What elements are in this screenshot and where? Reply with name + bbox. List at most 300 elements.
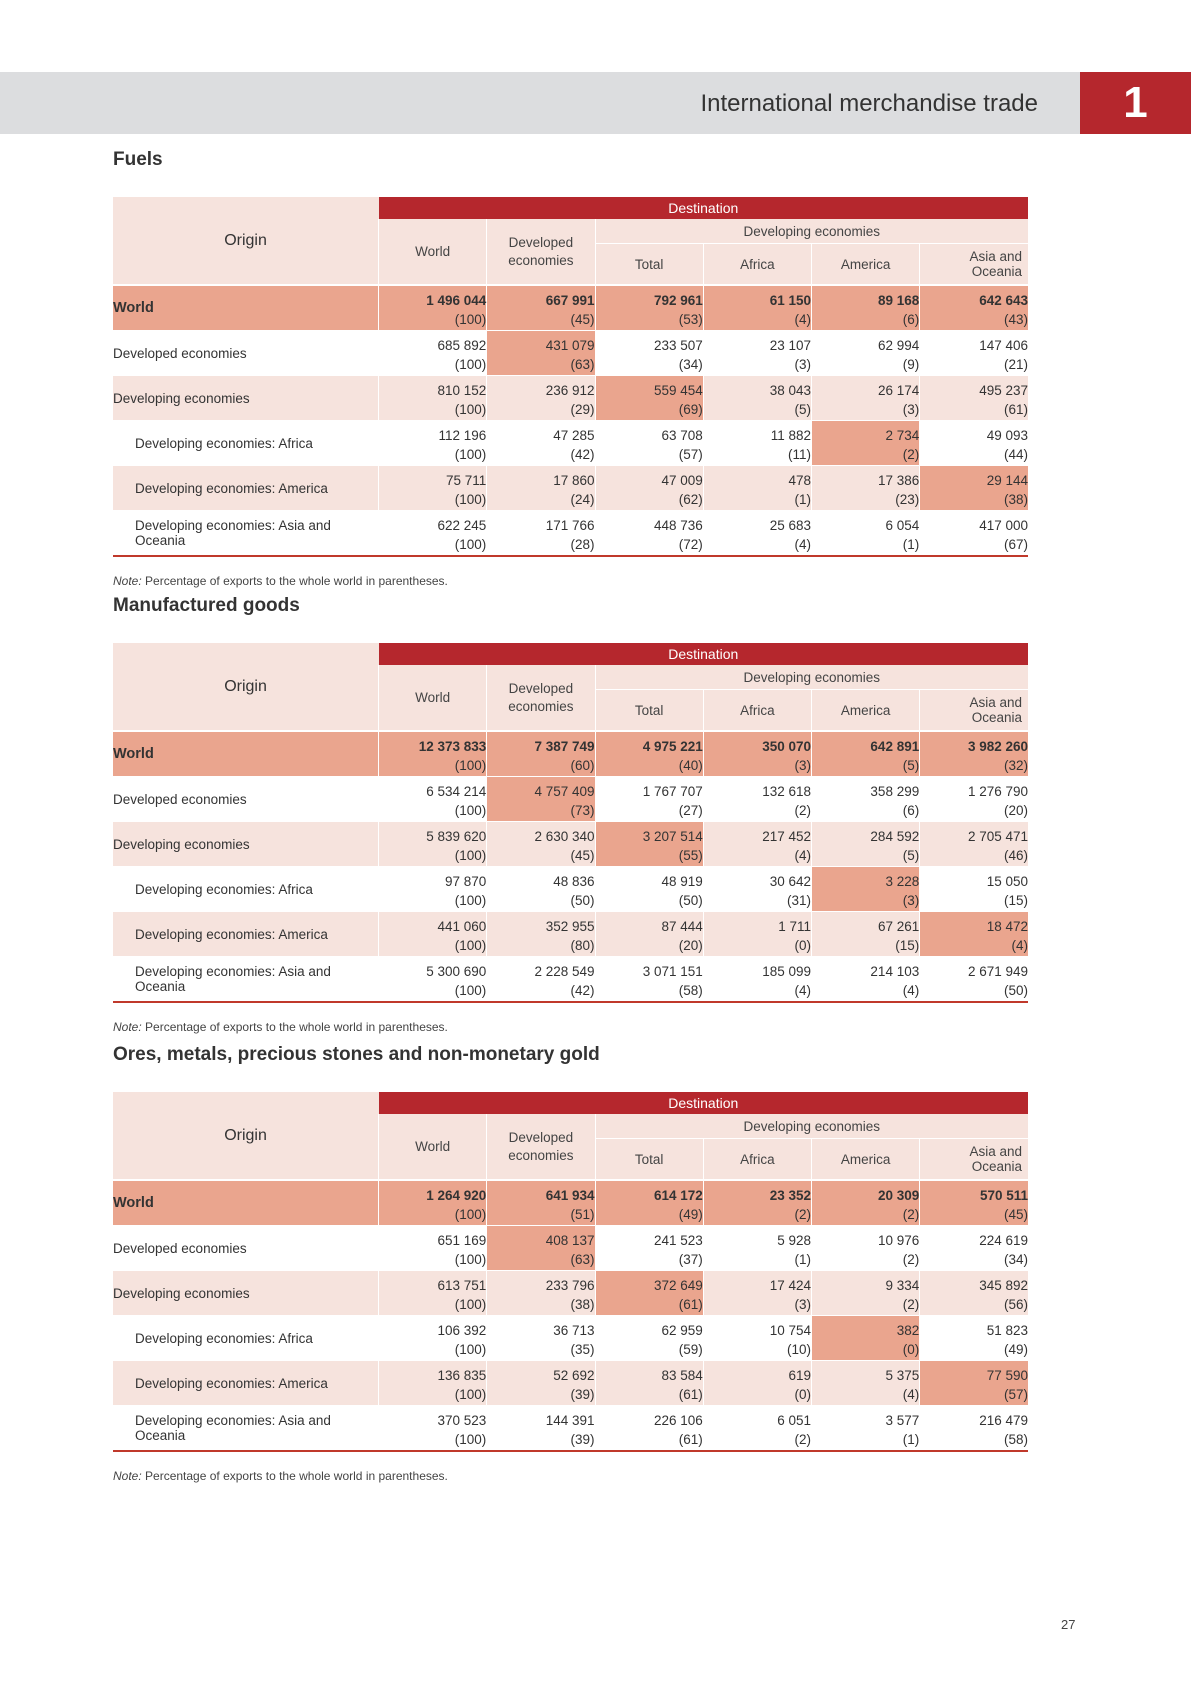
value-cell: 9 334 xyxy=(812,1271,920,1294)
percent-cell: (2) xyxy=(703,1203,811,1226)
percent-cell: (100) xyxy=(379,1248,487,1271)
value-cell: 77 590 xyxy=(920,1361,1028,1384)
percent-cell: (5) xyxy=(812,844,920,867)
value-cell: 651 169 xyxy=(379,1226,487,1249)
value-cell: 10 754 xyxy=(703,1316,811,1339)
table-row-developing-america xyxy=(113,912,1028,935)
value-cell: 62 959 xyxy=(595,1316,703,1339)
percent-cell: (50) xyxy=(487,889,595,912)
origin-header: Origin xyxy=(113,1092,379,1180)
col-header-asia-oceania: Asia and Oceania xyxy=(920,690,1028,732)
value-cell: 642 891 xyxy=(812,731,920,754)
percent-cell: (46) xyxy=(920,844,1028,867)
destination-header: Destination xyxy=(379,197,1028,219)
percent-cell: (28) xyxy=(487,533,595,556)
percent-cell: (1) xyxy=(812,1428,920,1451)
col-header-developed-line1: Developed xyxy=(508,1129,574,1145)
col-header-developing-group: Developing economies xyxy=(595,665,1028,690)
value-cell: 51 823 xyxy=(920,1316,1028,1339)
section-title: Ores, metals, precious stones and non-monetary gold xyxy=(113,1044,600,1065)
value-cell: 89 168 xyxy=(812,285,920,308)
trade-matrix-table xyxy=(113,1092,1028,1452)
percent-cell: (51) xyxy=(487,1203,595,1226)
percent-cell: (20) xyxy=(920,799,1028,822)
percent-cell: (29) xyxy=(487,398,595,421)
value-cell: 61 150 xyxy=(703,285,811,308)
value-cell: 48 919 xyxy=(595,867,703,890)
percent-cell: (4) xyxy=(703,308,811,331)
table-row-developing-africa xyxy=(113,867,1028,890)
percent-cell: (58) xyxy=(920,1428,1028,1451)
section-title: Fuels xyxy=(113,149,163,170)
percent-cell: (10) xyxy=(703,1338,811,1361)
percent-cell: (63) xyxy=(487,1248,595,1271)
table-row-world xyxy=(113,731,1028,754)
row-origin-label: Developed economies xyxy=(113,777,379,822)
percent-cell: (72) xyxy=(595,533,703,556)
value-cell: 3 982 260 xyxy=(920,731,1028,754)
percent-cell: (55) xyxy=(595,844,703,867)
row-origin-label: Developing economies: Asia and Oceania xyxy=(113,511,379,557)
col-header-america: America xyxy=(812,1139,920,1181)
percent-cell: (35) xyxy=(487,1338,595,1361)
percent-cell: (61) xyxy=(595,1428,703,1451)
value-cell: 4 757 409 xyxy=(487,777,595,800)
percent-cell: (50) xyxy=(595,889,703,912)
row-origin-label: Developing economies: Africa xyxy=(113,421,379,466)
value-cell: 495 237 xyxy=(920,376,1028,399)
value-cell: 7 387 749 xyxy=(487,731,595,754)
percent-cell: (2) xyxy=(703,799,811,822)
percent-cell: (100) xyxy=(379,1203,487,1226)
value-cell: 12 373 833 xyxy=(379,731,487,754)
percent-cell: (45) xyxy=(487,308,595,331)
row-origin-label: Developing economies: America xyxy=(113,1361,379,1406)
value-cell: 1 276 790 xyxy=(920,777,1028,800)
table-row-developing-africa xyxy=(113,1316,1028,1339)
value-cell: 2 705 471 xyxy=(920,822,1028,845)
value-cell: 3 207 514 xyxy=(595,822,703,845)
row-origin-label: Developing economies: Asia and Oceania xyxy=(113,957,379,1003)
value-cell: 5 839 620 xyxy=(379,822,487,845)
value-cell: 106 392 xyxy=(379,1316,487,1339)
value-cell: 226 106 xyxy=(595,1406,703,1429)
percent-cell: (42) xyxy=(487,979,595,1002)
trade-matrix-table xyxy=(113,643,1028,1003)
percent-cell: (100) xyxy=(379,934,487,957)
row-origin-label: Developing economies xyxy=(113,376,379,421)
value-cell: 2 228 549 xyxy=(487,957,595,980)
percent-cell: (100) xyxy=(379,488,487,511)
value-cell: 792 961 xyxy=(595,285,703,308)
note-text: Percentage of exports to the whole world in parentheses. xyxy=(141,1020,448,1034)
row-origin-label: Developing economies: Africa xyxy=(113,867,379,912)
value-cell: 147 406 xyxy=(920,331,1028,354)
percent-cell: (1) xyxy=(703,488,811,511)
percent-cell: (23) xyxy=(812,488,920,511)
value-cell: 112 196 xyxy=(379,421,487,444)
value-cell: 3 071 151 xyxy=(595,957,703,980)
percent-cell: (40) xyxy=(595,754,703,777)
value-cell: 478 xyxy=(703,466,811,489)
value-cell: 224 619 xyxy=(920,1226,1028,1249)
value-cell: 284 592 xyxy=(812,822,920,845)
table-row-developed xyxy=(113,1226,1028,1249)
value-cell: 3 577 xyxy=(812,1406,920,1429)
value-cell: 613 751 xyxy=(379,1271,487,1294)
table-row-developing-asia-oceania xyxy=(113,957,1028,980)
value-cell: 641 934 xyxy=(487,1180,595,1203)
value-cell: 441 060 xyxy=(379,912,487,935)
col-header-africa: Africa xyxy=(703,690,811,732)
row-origin-label: World xyxy=(113,1180,379,1226)
value-cell: 49 093 xyxy=(920,421,1028,444)
value-cell: 52 692 xyxy=(487,1361,595,1384)
destination-header: Destination xyxy=(379,1092,1028,1114)
table-row-developing-asia-oceania xyxy=(113,1406,1028,1429)
percent-cell: (24) xyxy=(487,488,595,511)
col-header-developed xyxy=(487,219,595,285)
col-header-developed-line1: Developed xyxy=(508,680,574,696)
percent-cell: (80) xyxy=(487,934,595,957)
percent-cell: (34) xyxy=(920,1248,1028,1271)
value-cell: 370 523 xyxy=(379,1406,487,1429)
value-cell: 350 070 xyxy=(703,731,811,754)
row-origin-label: Developed economies xyxy=(113,1226,379,1271)
origin-header: Origin xyxy=(113,197,379,285)
value-cell: 87 444 xyxy=(595,912,703,935)
col-header-world: World xyxy=(379,219,487,285)
percent-cell: (100) xyxy=(379,799,487,822)
percent-cell: (2) xyxy=(812,1203,920,1226)
value-cell: 26 174 xyxy=(812,376,920,399)
percent-cell: (39) xyxy=(487,1428,595,1451)
percent-cell: (4) xyxy=(812,1383,920,1406)
chapter-number: 1 xyxy=(1080,72,1191,134)
row-origin-label: Developing economies: America xyxy=(113,912,379,957)
value-cell: 15 050 xyxy=(920,867,1028,890)
col-header-total: Total xyxy=(595,1139,703,1181)
percent-cell: (61) xyxy=(595,1383,703,1406)
percent-cell: (100) xyxy=(379,754,487,777)
value-cell: 622 245 xyxy=(379,511,487,534)
percent-cell: (1) xyxy=(703,1248,811,1271)
percent-cell: (3) xyxy=(703,353,811,376)
percent-cell: (73) xyxy=(487,799,595,822)
percent-cell: (60) xyxy=(487,754,595,777)
value-cell: 36 713 xyxy=(487,1316,595,1339)
table-row-developing xyxy=(113,822,1028,845)
percent-cell: (39) xyxy=(487,1383,595,1406)
percent-cell: (4) xyxy=(920,934,1028,957)
value-cell: 358 299 xyxy=(812,777,920,800)
value-cell: 667 991 xyxy=(487,285,595,308)
col-header-total: Total xyxy=(595,244,703,286)
value-cell: 97 870 xyxy=(379,867,487,890)
note-text: Percentage of exports to the whole world in parentheses. xyxy=(141,1469,448,1483)
value-cell: 20 309 xyxy=(812,1180,920,1203)
value-cell: 431 079 xyxy=(487,331,595,354)
percent-cell: (61) xyxy=(920,398,1028,421)
percent-cell: (100) xyxy=(379,1338,487,1361)
percent-cell: (21) xyxy=(920,353,1028,376)
value-cell: 559 454 xyxy=(595,376,703,399)
value-cell: 642 643 xyxy=(920,285,1028,308)
value-cell: 25 683 xyxy=(703,511,811,534)
percent-cell: (2) xyxy=(703,1428,811,1451)
percent-cell: (4) xyxy=(812,979,920,1002)
percent-cell: (45) xyxy=(920,1203,1028,1226)
percent-cell: (15) xyxy=(812,934,920,957)
value-cell: 75 711 xyxy=(379,466,487,489)
value-cell: 619 xyxy=(703,1361,811,1384)
percent-cell: (100) xyxy=(379,889,487,912)
percent-cell: (37) xyxy=(595,1248,703,1271)
value-cell: 18 472 xyxy=(920,912,1028,935)
percent-cell: (100) xyxy=(379,443,487,466)
row-origin-label: Developing economies: Asia and Oceania xyxy=(113,1406,379,1452)
value-cell: 5 300 690 xyxy=(379,957,487,980)
value-cell: 23 352 xyxy=(703,1180,811,1203)
row-origin-label: Developed economies xyxy=(113,331,379,376)
section-title: Manufactured goods xyxy=(113,595,300,616)
row-origin-label: World xyxy=(113,285,379,331)
header-band xyxy=(0,72,1080,134)
value-cell: 3 228 xyxy=(812,867,920,890)
percent-cell: (50) xyxy=(920,979,1028,1002)
percent-cell: (57) xyxy=(920,1383,1028,1406)
value-cell: 1 711 xyxy=(703,912,811,935)
percent-cell: (6) xyxy=(812,799,920,822)
trade-table-section xyxy=(113,149,1028,588)
percent-cell: (56) xyxy=(920,1293,1028,1316)
value-cell: 352 955 xyxy=(487,912,595,935)
table-row-developing-america xyxy=(113,1361,1028,1384)
row-origin-label: Developing economies: America xyxy=(113,466,379,511)
table-row-developing-asia-oceania xyxy=(113,511,1028,534)
percent-cell: (3) xyxy=(703,1293,811,1316)
table-note xyxy=(113,1469,1028,1483)
value-cell: 216 479 xyxy=(920,1406,1028,1429)
percent-cell: (5) xyxy=(703,398,811,421)
value-cell: 30 642 xyxy=(703,867,811,890)
percent-cell: (49) xyxy=(920,1338,1028,1361)
value-cell: 217 452 xyxy=(703,822,811,845)
col-header-world: World xyxy=(379,1114,487,1180)
table-row-developing xyxy=(113,1271,1028,1294)
col-header-asia-oceania: Asia and Oceania xyxy=(920,244,1028,286)
value-cell: 17 386 xyxy=(812,466,920,489)
value-cell: 233 507 xyxy=(595,331,703,354)
table-note xyxy=(113,1020,1028,1034)
col-header-developing-group: Developing economies xyxy=(595,219,1028,244)
row-origin-label: Developing economies xyxy=(113,1271,379,1316)
percent-cell: (11) xyxy=(703,443,811,466)
value-cell: 6 534 214 xyxy=(379,777,487,800)
trade-matrix-table xyxy=(113,197,1028,557)
percent-cell: (45) xyxy=(487,844,595,867)
value-cell: 570 511 xyxy=(920,1180,1028,1203)
percent-cell: (2) xyxy=(812,1293,920,1316)
percent-cell: (2) xyxy=(812,1248,920,1271)
trade-table-section xyxy=(113,595,1028,1034)
value-cell: 5 928 xyxy=(703,1226,811,1249)
col-header-total: Total xyxy=(595,690,703,732)
origin-header: Origin xyxy=(113,643,379,731)
col-header-developed xyxy=(487,665,595,731)
note-label: Note: xyxy=(113,1020,142,1034)
percent-cell: (0) xyxy=(703,934,811,957)
col-header-developed-line2: economies xyxy=(508,1147,574,1163)
value-cell: 5 375 xyxy=(812,1361,920,1384)
percent-cell: (38) xyxy=(487,1293,595,1316)
destination-header: Destination xyxy=(379,643,1028,665)
value-cell: 10 976 xyxy=(812,1226,920,1249)
col-header-developed-line2: economies xyxy=(508,252,574,268)
col-header-developing-group: Developing economies xyxy=(595,1114,1028,1139)
value-cell: 810 152 xyxy=(379,376,487,399)
table-row-world xyxy=(113,285,1028,308)
value-cell: 382 xyxy=(812,1316,920,1339)
table-row-developed xyxy=(113,777,1028,800)
percent-cell: (0) xyxy=(812,1338,920,1361)
col-header-developed xyxy=(487,1114,595,1180)
percent-cell: (44) xyxy=(920,443,1028,466)
note-label: Note: xyxy=(113,574,142,588)
value-cell: 345 892 xyxy=(920,1271,1028,1294)
value-cell: 47 009 xyxy=(595,466,703,489)
table-row-developing-africa xyxy=(113,421,1028,444)
percent-cell: (3) xyxy=(812,398,920,421)
percent-cell: (100) xyxy=(379,308,487,331)
percent-cell: (57) xyxy=(595,443,703,466)
row-origin-label: Developing economies xyxy=(113,822,379,867)
value-cell: 4 975 221 xyxy=(595,731,703,754)
value-cell: 63 708 xyxy=(595,421,703,444)
value-cell: 448 736 xyxy=(595,511,703,534)
percent-cell: (100) xyxy=(379,1383,487,1406)
col-header-africa: Africa xyxy=(703,1139,811,1181)
value-cell: 11 882 xyxy=(703,421,811,444)
col-header-developed-line2: economies xyxy=(508,698,574,714)
percent-cell: (63) xyxy=(487,353,595,376)
percent-cell: (67) xyxy=(920,533,1028,556)
page-number: 27 xyxy=(1061,1617,1076,1632)
trade-table-section xyxy=(113,1044,1028,1483)
table-row-world xyxy=(113,1180,1028,1203)
value-cell: 48 836 xyxy=(487,867,595,890)
percent-cell: (43) xyxy=(920,308,1028,331)
percent-cell: (1) xyxy=(812,533,920,556)
table-note xyxy=(113,574,1028,588)
percent-cell: (59) xyxy=(595,1338,703,1361)
value-cell: 67 261 xyxy=(812,912,920,935)
col-header-asia-oceania: Asia and Oceania xyxy=(920,1139,1028,1181)
value-cell: 144 391 xyxy=(487,1406,595,1429)
value-cell: 408 137 xyxy=(487,1226,595,1249)
value-cell: 2 671 949 xyxy=(920,957,1028,980)
value-cell: 2 734 xyxy=(812,421,920,444)
percent-cell: (3) xyxy=(703,754,811,777)
value-cell: 23 107 xyxy=(703,331,811,354)
value-cell: 132 618 xyxy=(703,777,811,800)
percent-cell: (100) xyxy=(379,1428,487,1451)
value-cell: 236 912 xyxy=(487,376,595,399)
value-cell: 1 264 920 xyxy=(379,1180,487,1203)
row-origin-label: Developing economies: Africa xyxy=(113,1316,379,1361)
percent-cell: (34) xyxy=(595,353,703,376)
value-cell: 233 796 xyxy=(487,1271,595,1294)
table-row-developing xyxy=(113,376,1028,399)
percent-cell: (0) xyxy=(703,1383,811,1406)
percent-cell: (49) xyxy=(595,1203,703,1226)
percent-cell: (9) xyxy=(812,353,920,376)
col-header-africa: Africa xyxy=(703,244,811,286)
col-header-developed-line1: Developed xyxy=(508,234,574,250)
percent-cell: (4) xyxy=(703,844,811,867)
percent-cell: (100) xyxy=(379,1293,487,1316)
percent-cell: (6) xyxy=(812,308,920,331)
percent-cell: (2) xyxy=(812,443,920,466)
value-cell: 685 892 xyxy=(379,331,487,354)
percent-cell: (31) xyxy=(703,889,811,912)
percent-cell: (62) xyxy=(595,488,703,511)
value-cell: 241 523 xyxy=(595,1226,703,1249)
percent-cell: (42) xyxy=(487,443,595,466)
percent-cell: (3) xyxy=(812,889,920,912)
percent-cell: (100) xyxy=(379,353,487,376)
value-cell: 417 000 xyxy=(920,511,1028,534)
value-cell: 171 766 xyxy=(487,511,595,534)
note-text: Percentage of exports to the whole world in parentheses. xyxy=(141,574,448,588)
value-cell: 17 424 xyxy=(703,1271,811,1294)
percent-cell: (100) xyxy=(379,844,487,867)
percent-cell: (69) xyxy=(595,398,703,421)
col-header-world: World xyxy=(379,665,487,731)
value-cell: 2 630 340 xyxy=(487,822,595,845)
value-cell: 62 994 xyxy=(812,331,920,354)
value-cell: 1 767 707 xyxy=(595,777,703,800)
percent-cell: (100) xyxy=(379,979,487,1002)
percent-cell: (53) xyxy=(595,308,703,331)
percent-cell: (38) xyxy=(920,488,1028,511)
percent-cell: (5) xyxy=(812,754,920,777)
value-cell: 136 835 xyxy=(379,1361,487,1384)
note-label: Note: xyxy=(113,1469,142,1483)
value-cell: 372 649 xyxy=(595,1271,703,1294)
table-row-developing-america xyxy=(113,466,1028,489)
value-cell: 17 860 xyxy=(487,466,595,489)
percent-cell: (20) xyxy=(595,934,703,957)
value-cell: 1 496 044 xyxy=(379,285,487,308)
page-header-title: International merchandise trade xyxy=(700,90,1038,117)
value-cell: 83 584 xyxy=(595,1361,703,1384)
value-cell: 6 054 xyxy=(812,511,920,534)
percent-cell: (15) xyxy=(920,889,1028,912)
table-row-developed xyxy=(113,331,1028,354)
percent-cell: (61) xyxy=(595,1293,703,1316)
value-cell: 38 043 xyxy=(703,376,811,399)
col-header-america: America xyxy=(812,244,920,286)
value-cell: 185 099 xyxy=(703,957,811,980)
col-header-america: America xyxy=(812,690,920,732)
value-cell: 614 172 xyxy=(595,1180,703,1203)
value-cell: 6 051 xyxy=(703,1406,811,1429)
value-cell: 214 103 xyxy=(812,957,920,980)
percent-cell: (4) xyxy=(703,979,811,1002)
percent-cell: (100) xyxy=(379,533,487,556)
value-cell: 29 144 xyxy=(920,466,1028,489)
